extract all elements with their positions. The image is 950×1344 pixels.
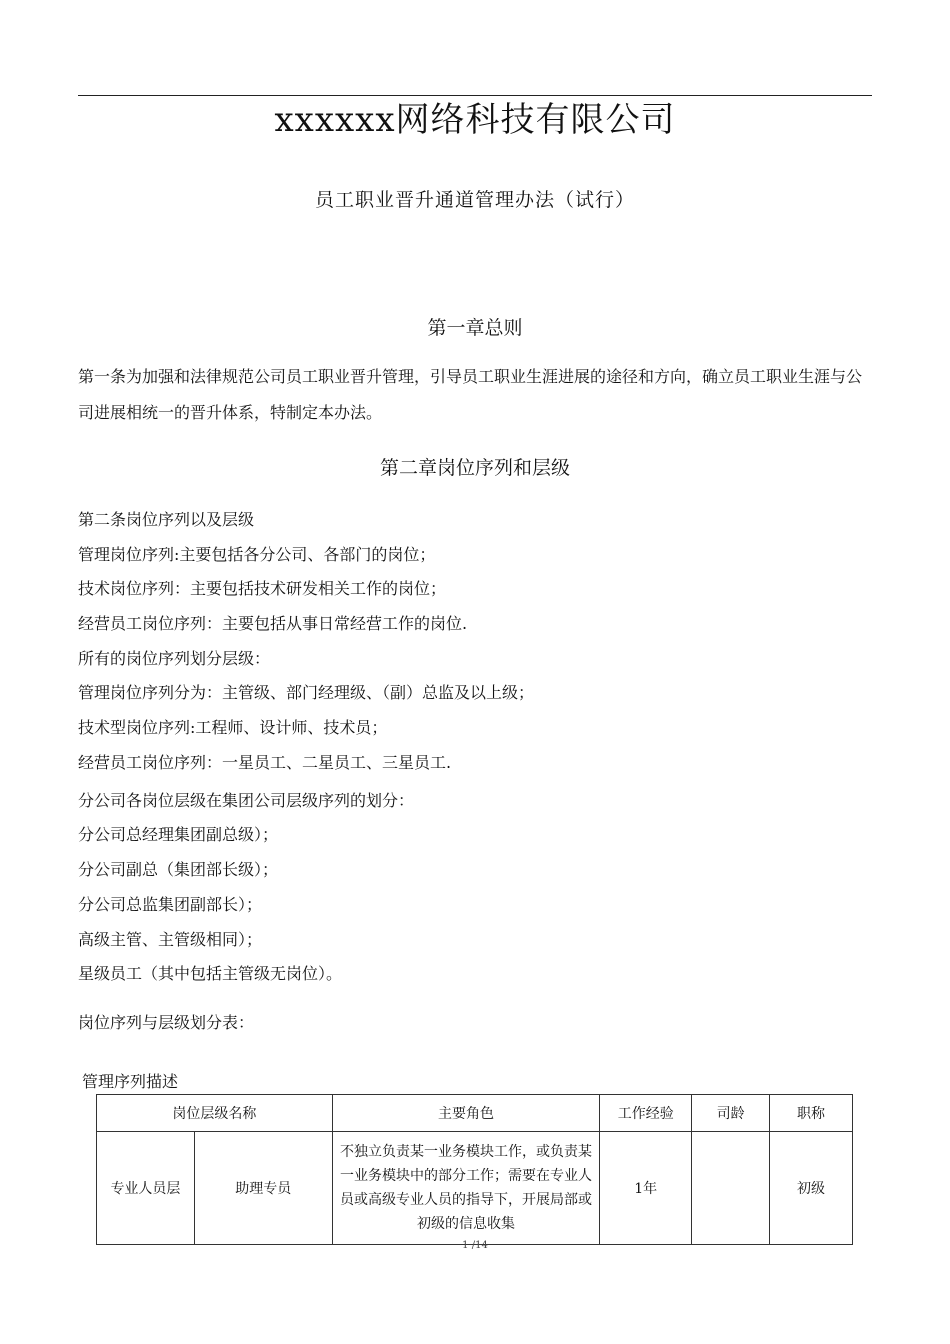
cell-role: 不独立负责某一业务模块工作，或负责某一业务模块中的部分工作；需要在专业人员或高级专业人员的指导下，开展局部或初级的信息收集 [332, 1132, 600, 1245]
cell-position: 助理专员 [194, 1132, 332, 1245]
page-number: 1 /14 [462, 1240, 488, 1251]
body-line: 高级主管、主管级相同）； [78, 930, 263, 949]
chapter-2-heading: 第二章岗位序列和层级 [379, 457, 570, 479]
body-line: 技术型岗位序列:工程师、设计师、技术员； [78, 718, 388, 737]
article-2-heading: 第二条岗位序列以及层级 [78, 510, 255, 529]
table-caption: 管理序列描述 [82, 1072, 179, 1091]
body-line: 分公司各岗位层级在集团公司层级序列的划分： [78, 791, 415, 810]
body-line: 技术岗位序列：主要包括技术研发相关工作的岗位； [78, 579, 447, 598]
position-level-table [96, 1094, 853, 1245]
article-1-text: 第一条为加强和法律规范公司员工职业晋升管理，引导员工职业生涯进展的途径和方向，确立员工职业生涯与公司进展相统一的晋升体系，特制定本办法。 [78, 367, 863, 422]
body-line: 经营员工岗位序列：一星员工、二星员工、三星员工. [78, 753, 452, 772]
cell-seniority [692, 1132, 770, 1245]
header-seniority: 司龄 [692, 1095, 770, 1132]
body-line: 分公司副总（集团部长级）； [78, 860, 279, 879]
body-line: 所有的岗位序列划分层级： [78, 649, 271, 668]
header-level-name: 岗位层级名称 [97, 1095, 333, 1132]
chapter-1-heading: 第一章总则 [427, 317, 523, 339]
body-line: 管理岗位序列分为：主管级、部门经理级、（副）总监及以上级； [78, 683, 535, 702]
body-line: 分公司总监集团副部长）； [78, 895, 263, 914]
cell-title: 初级 [770, 1132, 853, 1245]
company-name: xxxxxx网络科技有限公司 [274, 100, 676, 140]
table-intro: 岗位序列与层级划分表： [78, 1013, 255, 1032]
body-line: 经营员工岗位序列：主要包括从事日常经营工作的岗位. [78, 614, 468, 633]
body-line: 星级员工（其中包括主管级无岗位）。 [78, 964, 343, 983]
header-experience: 工作经验 [600, 1095, 692, 1132]
table-row [97, 1132, 853, 1245]
body-line: 管理岗位序列:主要包括各分公司、各部门的岗位； [78, 545, 436, 564]
cell-experience: 1年 [600, 1132, 692, 1245]
table-header-row [97, 1095, 853, 1132]
document-title: 员工职业晋升通道管理办法（试行） [314, 189, 635, 211]
cell-layer: 专业人员层 [97, 1132, 195, 1245]
header-main-role: 主要角色 [332, 1095, 600, 1132]
header-rule [78, 95, 872, 96]
header-title: 职称 [770, 1095, 853, 1132]
body-line: 分公司总经理集团副总级）； [78, 825, 279, 844]
